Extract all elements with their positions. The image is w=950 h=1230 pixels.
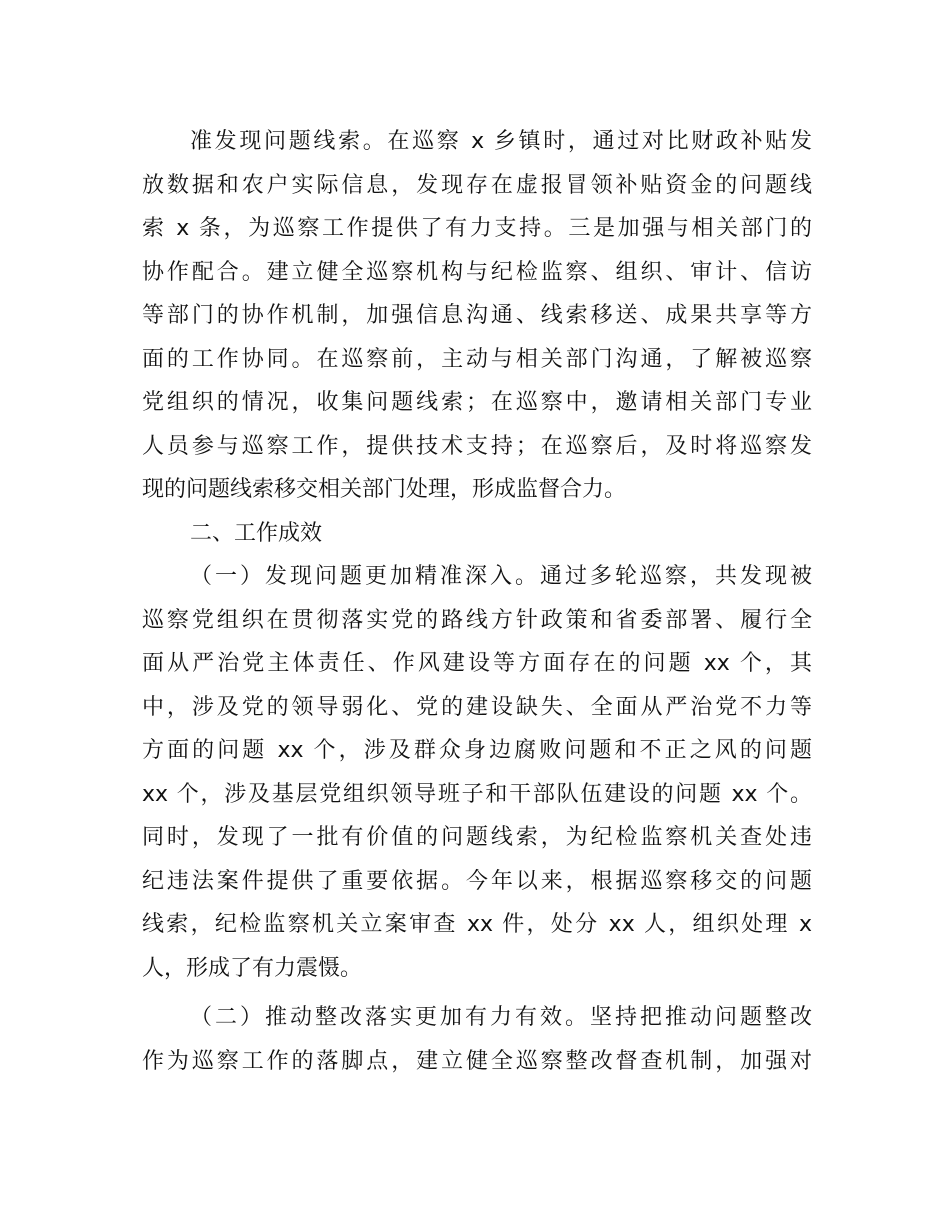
paragraph-line: 准发现问题线索。在巡察 x 乡镇时，通过对比财政补贴发 — [190, 129, 812, 154]
paragraph-line: 纪违法案件提供了重要依据。今年以来，根据巡察移交的问题 — [142, 868, 812, 894]
paragraph-line: 协作配合。建立健全巡察机构与纪检监察、组织、审计、信访 — [142, 259, 812, 285]
paragraph-line: 巡察党组织在贯彻落实党的路线方针政策和省委部署、履行全 — [142, 607, 812, 633]
paragraph-line: 放数据和农户实际信息，发现存在虚报冒领补贴资金的问题线 — [142, 172, 812, 198]
paragraph-line: 方面的问题 xx 个，涉及群众身边腐败问题和不正之风的问题 — [142, 738, 812, 763]
paragraph-line: 面的工作协同。在巡察前，主动与相关部门沟通，了解被巡察 — [142, 346, 812, 372]
paragraph-line: （二）推动整改落实更加有力有效。坚持把推动问题整改 — [190, 1005, 812, 1030]
section-heading: 二、工作成效 — [190, 520, 323, 546]
document-body — [142, 120, 812, 1083]
paragraph-line: （一）发现问题更加精准深入。通过多轮巡察，共发现被 — [190, 564, 812, 589]
paragraph-line: 等部门的协作机制，加强信息沟通、线索移送、成果共享等方 — [142, 303, 812, 328]
paragraph-line: 线索，纪检监察机关立案审查 xx 件，处分 xx 人，组织处理 x — [142, 912, 812, 937]
paragraph-line: 索 x 条，为巡察工作提供了有力支持。三是加强与相关部门的 — [142, 216, 812, 241]
paragraph-line: 党组织的情况，收集问题线索；在巡察中，邀请相关部门专业 — [142, 390, 812, 415]
paragraph-line: 作为巡察工作的落脚点，建立健全巡察整改督查机制，加强对 — [142, 1048, 812, 1074]
paragraph-line: 现的问题线索移交相关部门处理，形成监督合力。 — [142, 477, 627, 502]
paragraph-line: 面从严治党主体责任、作风建设等方面存在的问题 xx 个，其 — [142, 651, 812, 676]
paragraph-line: 同时，发现了一批有价值的问题线索，为纪检监察机关查处违 — [142, 825, 812, 850]
paragraph-line: 人员参与巡察工作，提供技术支持；在巡察后，及时将巡察发 — [142, 433, 812, 459]
paragraph-line: 人，形成了有力震慑。 — [142, 955, 363, 981]
paragraph-line: xx 个，涉及基层党组织领导班子和干部队伍建设的问题 xx 个。 — [142, 781, 812, 807]
paragraph-line: 中，涉及党的领导弱化、党的建设缺失、全面从严治党不力等 — [142, 694, 812, 720]
